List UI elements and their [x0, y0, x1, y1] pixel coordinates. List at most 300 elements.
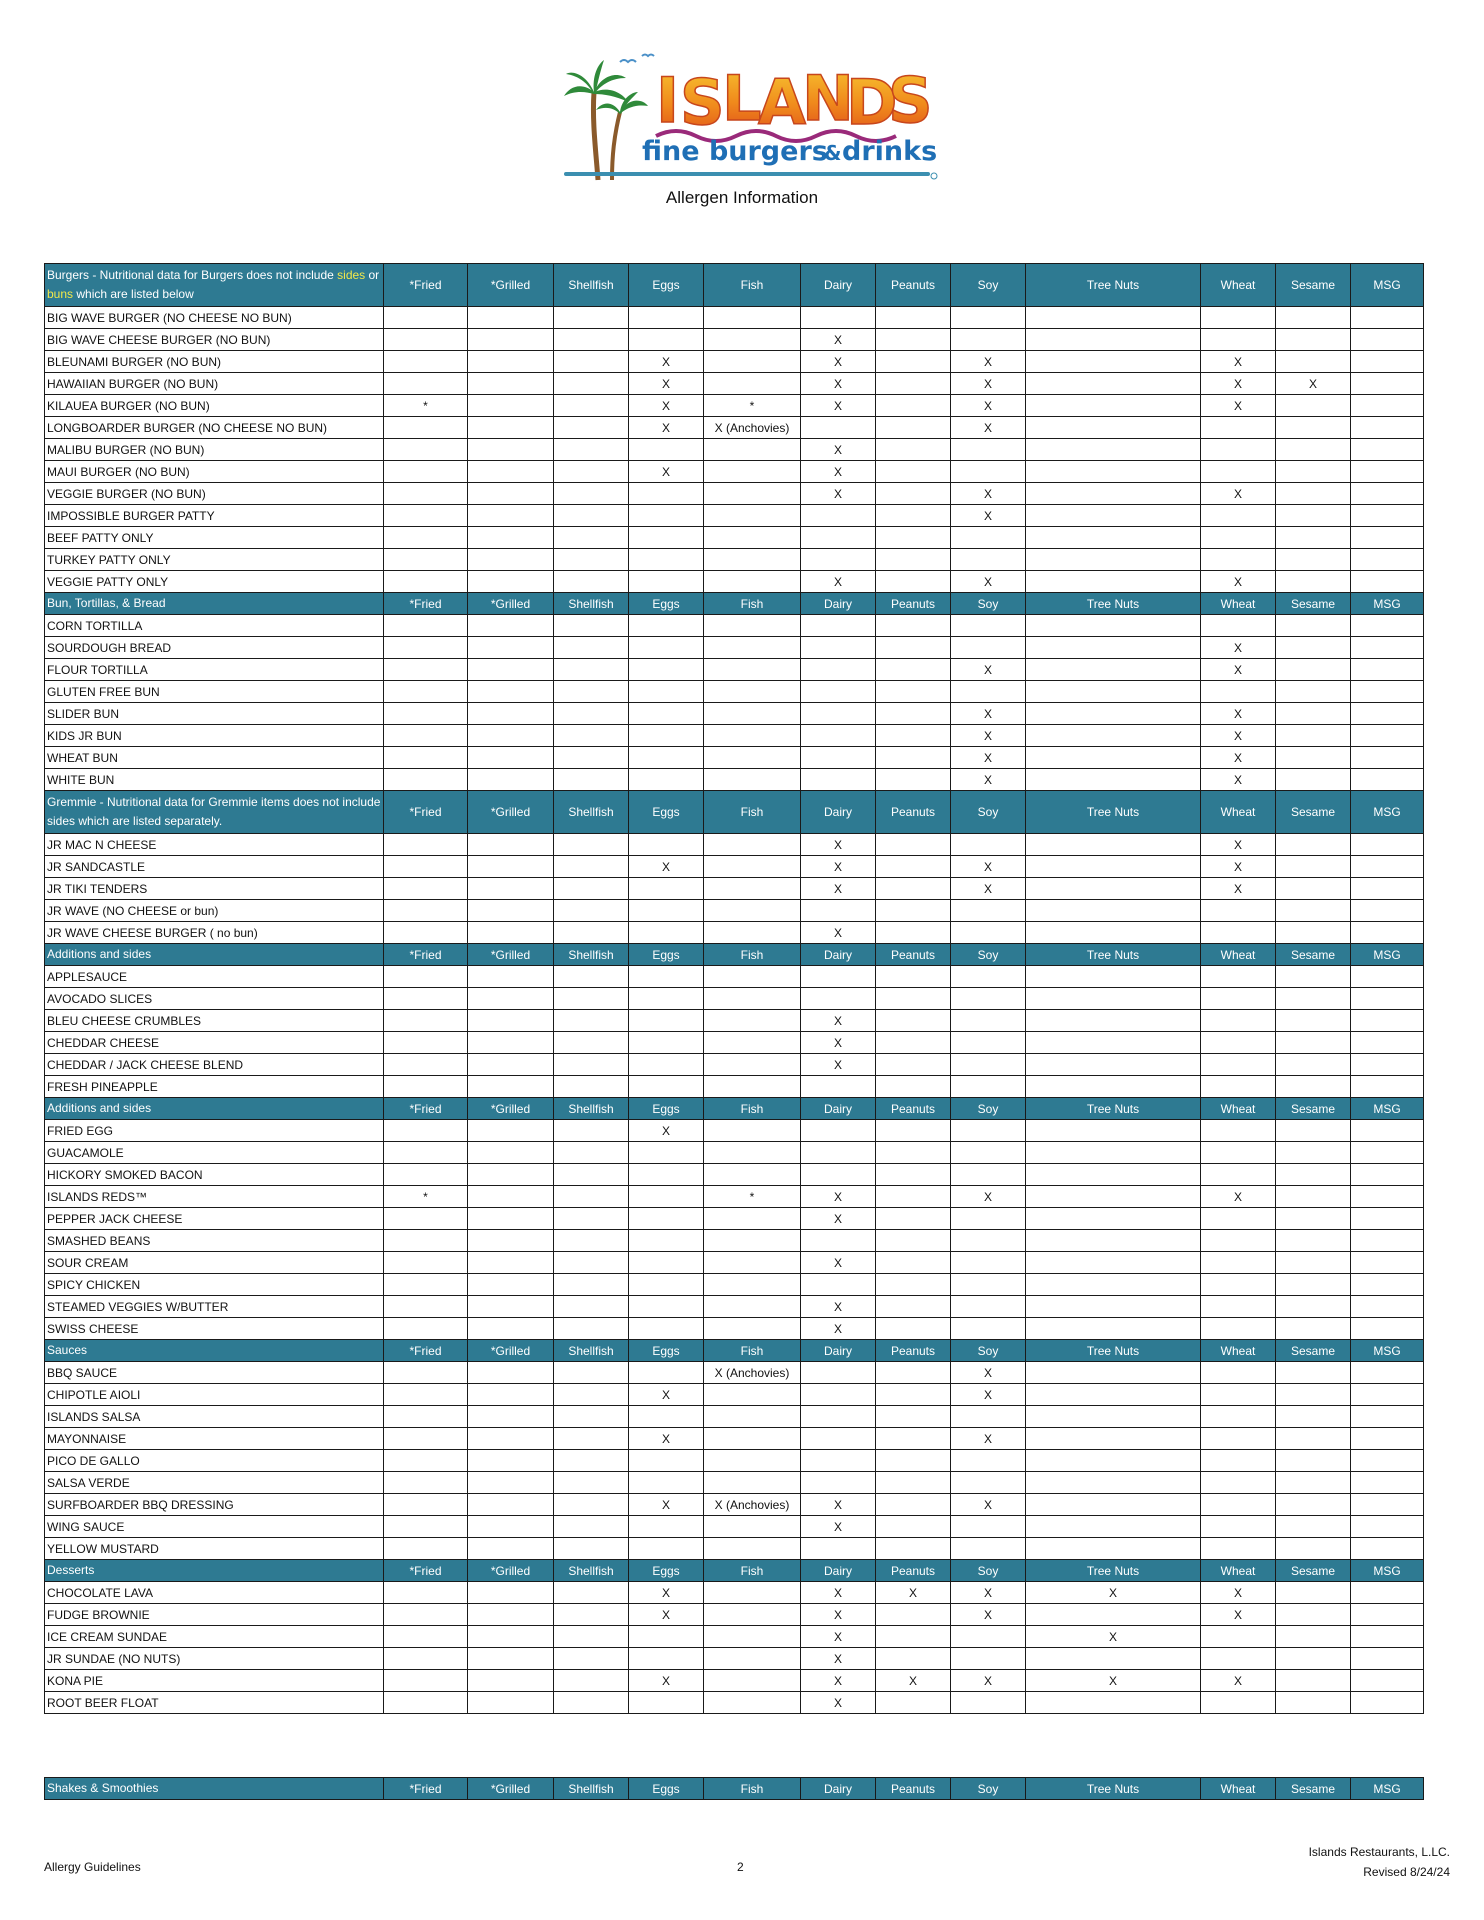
column-header: *Fried — [384, 944, 468, 966]
allergen-cell — [1276, 527, 1351, 549]
allergen-cell — [704, 1208, 801, 1230]
allergen-cell — [876, 703, 951, 725]
allergen-cell — [1026, 1208, 1201, 1230]
allergen-cell — [384, 527, 468, 549]
menu-item-name: MAYONNAISE — [45, 1428, 384, 1450]
allergen-cell — [801, 417, 876, 439]
allergen-cell: X — [1201, 659, 1276, 681]
table-row — [45, 1230, 1424, 1252]
allergen-cell — [629, 1032, 704, 1054]
allergen-cell — [1026, 1604, 1201, 1626]
column-header: Dairy — [801, 593, 876, 615]
allergen-cell — [1351, 1670, 1424, 1692]
column-header: Tree Nuts — [1026, 1560, 1201, 1582]
table-row — [45, 1472, 1424, 1494]
allergen-cell: X — [801, 878, 876, 900]
allergen-cell — [1026, 1252, 1201, 1274]
section-title-part: Desserts — [47, 1563, 95, 1577]
allergen-cell — [1201, 1406, 1276, 1428]
allergen-cell — [876, 439, 951, 461]
allergen-cell — [1201, 527, 1276, 549]
allergen-cell — [951, 1692, 1026, 1714]
table-row — [45, 1296, 1424, 1318]
allergen-cell — [876, 1384, 951, 1406]
allergen-cell — [801, 615, 876, 637]
allergen-cell — [629, 1318, 704, 1340]
allergen-cell — [704, 1296, 801, 1318]
allergen-cell — [1026, 1318, 1201, 1340]
allergen-cell — [1351, 1626, 1424, 1648]
allergen-cell — [384, 1230, 468, 1252]
section-title — [45, 1340, 384, 1362]
allergen-cell: X — [801, 395, 876, 417]
allergen-cell: X — [629, 1670, 704, 1692]
allergen-cell — [629, 1516, 704, 1538]
allergen-cell — [1026, 703, 1201, 725]
allergen-cell — [801, 549, 876, 571]
allergen-cell — [384, 1296, 468, 1318]
allergen-cell — [1201, 417, 1276, 439]
table-row — [45, 1010, 1424, 1032]
allergen-cell — [468, 1230, 554, 1252]
allergen-cell — [1276, 1406, 1351, 1428]
allergen-cell — [468, 747, 554, 769]
allergen-cell — [1026, 417, 1201, 439]
allergen-cell — [704, 1472, 801, 1494]
allergen-cell — [951, 439, 1026, 461]
table-row — [45, 329, 1424, 351]
allergen-cell — [704, 747, 801, 769]
column-header: MSG — [1351, 593, 1424, 615]
allergen-cell — [554, 681, 629, 703]
menu-item-name: KONA PIE — [45, 1670, 384, 1692]
menu-item-name: JR WAVE CHEESE BURGER ( no bun) — [45, 922, 384, 944]
allergen-cell — [1351, 1648, 1424, 1670]
allergen-cell — [1276, 900, 1351, 922]
allergen-cell — [704, 703, 801, 725]
menu-item-name: KIDS JR BUN — [45, 725, 384, 747]
allergen-cell — [704, 1142, 801, 1164]
allergen-cell — [876, 1406, 951, 1428]
allergen-cell — [704, 527, 801, 549]
allergen-cell — [1026, 966, 1201, 988]
allergen-cell — [1276, 1054, 1351, 1076]
column-header: Fish — [704, 1778, 801, 1800]
allergen-cell: X — [629, 395, 704, 417]
allergen-cell — [704, 988, 801, 1010]
allergen-cell — [704, 461, 801, 483]
allergen-cell: X — [629, 1494, 704, 1516]
allergen-cell — [876, 681, 951, 703]
allergen-cell — [801, 1142, 876, 1164]
allergen-cell — [704, 659, 801, 681]
allergen-cell — [1276, 549, 1351, 571]
allergen-cell — [468, 1296, 554, 1318]
svg-text:S: S — [888, 64, 933, 137]
allergen-cell — [629, 505, 704, 527]
allergen-cell — [1201, 1010, 1276, 1032]
allergen-cell — [801, 747, 876, 769]
column-header: Tree Nuts — [1026, 1098, 1201, 1120]
allergen-cell — [1276, 1032, 1351, 1054]
allergen-cell — [801, 988, 876, 1010]
allergen-cell: X — [951, 1384, 1026, 1406]
column-header: Soy — [951, 1560, 1026, 1582]
allergen-cell — [629, 1296, 704, 1318]
allergen-cell — [876, 1120, 951, 1142]
allergen-cell — [876, 505, 951, 527]
menu-item-name: CHEDDAR / JACK CHEESE BLEND — [45, 1054, 384, 1076]
allergen-cell — [554, 1494, 629, 1516]
allergen-cell — [468, 571, 554, 593]
allergen-cell — [629, 1142, 704, 1164]
column-header: *Grilled — [468, 1340, 554, 1362]
allergen-cell — [468, 615, 554, 637]
allergen-cell — [1201, 549, 1276, 571]
allergen-cell — [554, 1648, 629, 1670]
allergen-cell — [554, 307, 629, 329]
allergen-cell — [704, 1670, 801, 1692]
allergen-cell — [468, 988, 554, 1010]
allergen-cell: X — [801, 856, 876, 878]
allergen-cell — [1351, 461, 1424, 483]
allergen-cell — [1026, 395, 1201, 417]
section-header — [45, 791, 1424, 834]
allergen-cell — [554, 1120, 629, 1142]
column-header: Soy — [951, 1778, 1026, 1800]
allergen-cell — [1351, 1252, 1424, 1274]
column-header: Sesame — [1276, 1560, 1351, 1582]
menu-item-name: SALSA VERDE — [45, 1472, 384, 1494]
allergen-cell — [704, 637, 801, 659]
allergen-cell — [1201, 1472, 1276, 1494]
allergen-cell — [1026, 1164, 1201, 1186]
allergen-cell — [1351, 307, 1424, 329]
allergen-cell — [384, 1494, 468, 1516]
menu-item-name: IMPOSSIBLE BURGER PATTY — [45, 505, 384, 527]
allergen-cell — [554, 1186, 629, 1208]
column-header: Soy — [951, 791, 1026, 834]
allergen-cell — [554, 1362, 629, 1384]
allergen-cell — [876, 1230, 951, 1252]
allergen-cell — [951, 1208, 1026, 1230]
allergen-cell: * — [704, 395, 801, 417]
allergen-cell — [1026, 1010, 1201, 1032]
allergen-cell: X — [629, 1384, 704, 1406]
column-header: Dairy — [801, 264, 876, 307]
allergen-cell — [1351, 571, 1424, 593]
allergen-cell: X — [629, 351, 704, 373]
allergen-cell — [468, 1032, 554, 1054]
allergen-cell — [468, 900, 554, 922]
allergen-cell — [554, 395, 629, 417]
allergen-cell — [876, 1626, 951, 1648]
allergen-cell: X — [951, 505, 1026, 527]
allergen-cell — [384, 1406, 468, 1428]
table-row — [45, 1142, 1424, 1164]
allergen-cell — [629, 1406, 704, 1428]
allergen-cell — [951, 527, 1026, 549]
allergen-cell — [704, 351, 801, 373]
column-header: Sesame — [1276, 264, 1351, 307]
table-row — [45, 1626, 1424, 1648]
table-row — [45, 769, 1424, 791]
menu-item-name: SURFBOARDER BBQ DRESSING — [45, 1494, 384, 1516]
allergen-cell — [801, 725, 876, 747]
allergen-cell — [554, 1604, 629, 1626]
column-header: Tree Nuts — [1026, 593, 1201, 615]
allergen-cell — [1026, 1428, 1201, 1450]
allergen-cell: X — [951, 703, 1026, 725]
footer-guidelines: Allergy Guidelines — [44, 1860, 141, 1874]
column-header: Tree Nuts — [1026, 1340, 1201, 1362]
allergen-cell — [554, 571, 629, 593]
allergen-cell: X — [801, 1296, 876, 1318]
allergen-cell — [1201, 966, 1276, 988]
allergen-cell: X — [801, 1494, 876, 1516]
allergen-cell — [629, 1252, 704, 1274]
allergen-cell — [1351, 834, 1424, 856]
allergen-cell — [876, 922, 951, 944]
table-row — [45, 1318, 1424, 1340]
allergen-cell — [1351, 1692, 1424, 1714]
column-header: Fish — [704, 1340, 801, 1362]
allergen-cell — [629, 769, 704, 791]
allergen-cell — [468, 834, 554, 856]
section-title-part: Sauces — [47, 1343, 88, 1357]
allergen-cell — [876, 461, 951, 483]
allergen-cell — [384, 1076, 468, 1098]
allergen-cell — [1026, 615, 1201, 637]
section-header — [45, 944, 1424, 966]
allergen-cell: X — [801, 1032, 876, 1054]
allergen-cell — [801, 1230, 876, 1252]
allergen-cell — [1351, 1274, 1424, 1296]
section-title — [45, 593, 384, 615]
allergen-cell — [554, 615, 629, 637]
allergen-cell — [629, 439, 704, 461]
allergen-cell — [629, 1626, 704, 1648]
allergen-cell — [1351, 1296, 1424, 1318]
allergen-cell: X — [801, 1054, 876, 1076]
allergen-cell — [1276, 1494, 1351, 1516]
allergen-cell — [384, 1582, 468, 1604]
allergen-cell — [1351, 1516, 1424, 1538]
allergen-cell — [704, 1164, 801, 1186]
allergen-cell — [704, 1032, 801, 1054]
allergen-cell — [1026, 439, 1201, 461]
allergen-cell — [1276, 1428, 1351, 1450]
allergen-cell — [1351, 1494, 1424, 1516]
allergen-cell: X — [801, 1626, 876, 1648]
menu-item-name: SWISS CHEESE — [45, 1318, 384, 1340]
allergen-cell — [384, 703, 468, 725]
allergen-cell — [1276, 307, 1351, 329]
allergen-cell — [384, 483, 468, 505]
allergen-cell — [1276, 1450, 1351, 1472]
allergen-cell — [1026, 1032, 1201, 1054]
allergen-cell — [1276, 1384, 1351, 1406]
menu-item-name: BBQ SAUCE — [45, 1362, 384, 1384]
table-row — [45, 1186, 1424, 1208]
menu-item-name: CHIPOTLE AIOLI — [45, 1384, 384, 1406]
table-row — [45, 966, 1424, 988]
allergen-cell — [876, 1450, 951, 1472]
page-title: Allergen Information — [665, 188, 819, 207]
table-row — [45, 900, 1424, 922]
section-title — [45, 791, 384, 834]
allergen-cell — [1201, 1252, 1276, 1274]
allergen-cell — [1026, 878, 1201, 900]
menu-item-name: JR MAC N CHEESE — [45, 834, 384, 856]
section-title-part: or — [365, 268, 380, 282]
allergen-cell — [704, 769, 801, 791]
allergen-cell — [384, 1142, 468, 1164]
menu-item-name: LONGBOARDER BURGER (NO CHEESE NO BUN) — [45, 417, 384, 439]
allergen-cell — [629, 659, 704, 681]
allergen-cell — [876, 329, 951, 351]
allergen-cell — [1201, 1538, 1276, 1560]
allergen-cell: X — [1201, 395, 1276, 417]
allergen-cell: X — [951, 1186, 1026, 1208]
column-header: *Grilled — [468, 593, 554, 615]
menu-item-name: AVOCADO SLICES — [45, 988, 384, 1010]
allergen-cell — [876, 1032, 951, 1054]
allergen-cell — [384, 1384, 468, 1406]
allergen-cell — [704, 1648, 801, 1670]
allergen-cell: X — [801, 461, 876, 483]
allergen-cell — [384, 637, 468, 659]
allergen-cell — [1026, 505, 1201, 527]
allergen-cell — [1026, 1450, 1201, 1472]
table-row — [45, 1516, 1424, 1538]
allergen-cell — [554, 922, 629, 944]
allergen-cell: X — [801, 1670, 876, 1692]
allergen-cell — [1201, 1054, 1276, 1076]
allergen-cell — [554, 373, 629, 395]
allergen-cell — [704, 483, 801, 505]
allergen-cell — [876, 571, 951, 593]
allergen-cell — [704, 549, 801, 571]
allergen-cell — [1276, 505, 1351, 527]
allergen-cell: * — [384, 1186, 468, 1208]
allergen-cell — [1276, 1582, 1351, 1604]
allergen-cell — [704, 1450, 801, 1472]
column-header: Soy — [951, 1340, 1026, 1362]
section-header — [45, 1340, 1424, 1362]
column-header: Wheat — [1201, 1778, 1276, 1800]
allergen-cell: X (Anchovies) — [704, 417, 801, 439]
allergen-cell — [1201, 1450, 1276, 1472]
allergen-cell — [468, 461, 554, 483]
column-header: Wheat — [1201, 1098, 1276, 1120]
svg-text:S: S — [680, 66, 725, 139]
allergen-cell — [468, 505, 554, 527]
allergen-cell: * — [704, 1186, 801, 1208]
allergen-cell — [1351, 373, 1424, 395]
allergen-cell — [1026, 659, 1201, 681]
allergen-cell — [629, 571, 704, 593]
column-header: Eggs — [629, 1778, 704, 1800]
menu-item-name: JR TIKI TENDERS — [45, 878, 384, 900]
allergen-cell — [384, 1626, 468, 1648]
allergen-cell — [951, 461, 1026, 483]
column-header: Shellfish — [554, 1340, 629, 1362]
allergen-cell — [876, 988, 951, 1010]
allergen-cell — [1276, 725, 1351, 747]
table-row — [45, 1032, 1424, 1054]
allergen-cell — [554, 1010, 629, 1032]
table-row — [45, 1274, 1424, 1296]
table-row — [45, 1648, 1424, 1670]
allergen-cell — [1201, 988, 1276, 1010]
allergen-cell — [876, 1142, 951, 1164]
allergen-cell — [1026, 834, 1201, 856]
allergen-cell — [384, 1164, 468, 1186]
allergen-cell: X — [801, 1582, 876, 1604]
allergen-cell — [629, 922, 704, 944]
allergen-cell: X — [951, 878, 1026, 900]
allergen-cell — [554, 1626, 629, 1648]
allergen-cell — [384, 681, 468, 703]
allergen-cell — [1026, 769, 1201, 791]
allergen-cell: X — [629, 1582, 704, 1604]
allergen-table — [44, 263, 1424, 1714]
column-header: *Fried — [384, 1340, 468, 1362]
allergen-cell — [801, 1428, 876, 1450]
allergen-cell — [876, 417, 951, 439]
menu-item-name: SOUR CREAM — [45, 1252, 384, 1274]
allergen-cell — [1201, 1648, 1276, 1670]
allergen-cell — [554, 1582, 629, 1604]
allergen-cell — [1276, 1648, 1351, 1670]
allergen-cell — [384, 1054, 468, 1076]
menu-item-name: ISLANDS REDS™ — [45, 1186, 384, 1208]
allergen-cell — [1201, 1692, 1276, 1714]
menu-item-name: SLIDER BUN — [45, 703, 384, 725]
allergen-cell — [384, 1692, 468, 1714]
allergen-cell — [554, 703, 629, 725]
allergen-cell — [1276, 769, 1351, 791]
allergen-cell — [1276, 1604, 1351, 1626]
menu-item-name: YELLOW MUSTARD — [45, 1538, 384, 1560]
allergen-cell — [1276, 1164, 1351, 1186]
allergen-cell — [876, 1472, 951, 1494]
allergen-cell — [1276, 1472, 1351, 1494]
allergen-cell — [384, 1252, 468, 1274]
shakes-table — [44, 1777, 1424, 1800]
table-row — [45, 988, 1424, 1010]
allergen-cell: X — [951, 659, 1026, 681]
menu-item-name: FLOUR TORTILLA — [45, 659, 384, 681]
menu-item-name: STEAMED VEGGIES W/BUTTER — [45, 1296, 384, 1318]
allergen-cell — [1351, 856, 1424, 878]
column-header: Sesame — [1276, 1778, 1351, 1800]
column-header: MSG — [1351, 1560, 1424, 1582]
column-header: Eggs — [629, 1340, 704, 1362]
allergen-cell — [1351, 659, 1424, 681]
allergen-cell — [554, 878, 629, 900]
allergen-cell — [1026, 747, 1201, 769]
allergen-cell — [554, 1230, 629, 1252]
allergen-cell — [468, 549, 554, 571]
menu-item-name: BIG WAVE CHEESE BURGER (NO BUN) — [45, 329, 384, 351]
allergen-cell — [801, 1120, 876, 1142]
menu-item-name: HICKORY SMOKED BACON — [45, 1164, 384, 1186]
allergen-cell — [384, 1516, 468, 1538]
allergen-cell — [554, 747, 629, 769]
allergen-cell — [1026, 1692, 1201, 1714]
